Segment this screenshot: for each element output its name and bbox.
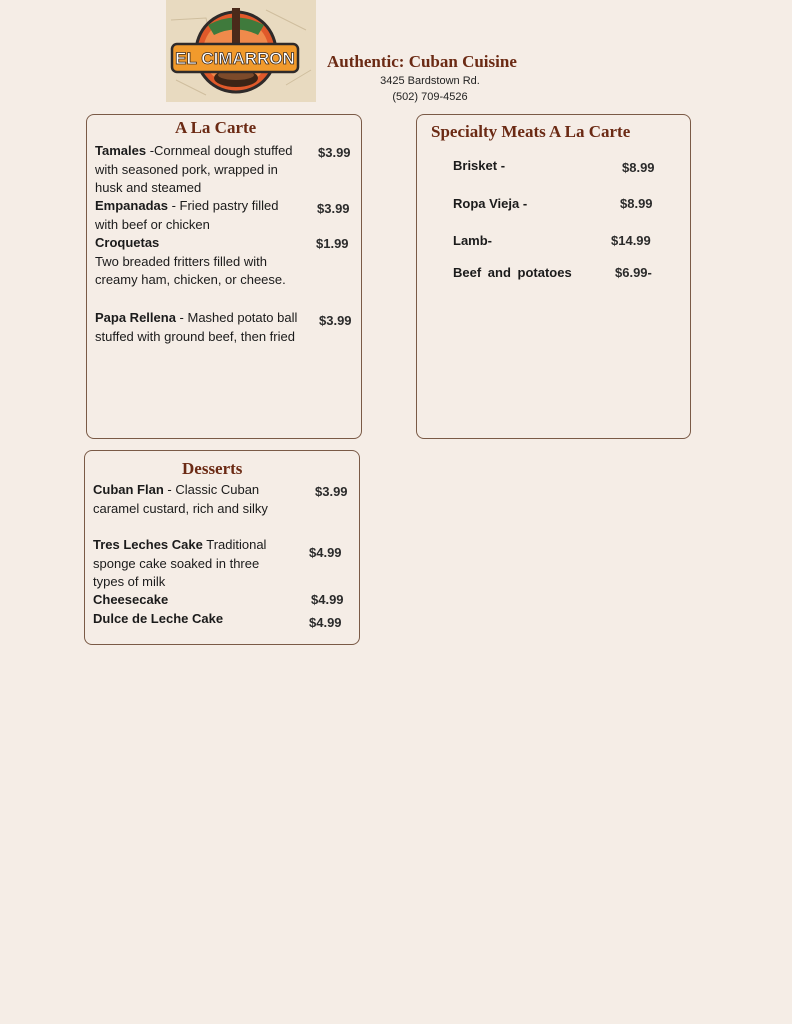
- price-brisket: $8.99: [622, 160, 655, 175]
- a-la-carte-title: A La Carte: [175, 118, 257, 137]
- item-name: Papa Rellena: [95, 310, 176, 325]
- item-description: Traditional sponge cake soaked in three types of milk: [93, 537, 267, 589]
- meat-item-brisket: Brisket -: [453, 158, 506, 173]
- dessert-item-tres-leches-cake: [93, 536, 288, 592]
- menu-item-croquetas: [95, 234, 300, 290]
- price-dulce-de-leche-cake: $4.99: [309, 615, 342, 630]
- price-cheesecake: $4.99: [311, 592, 344, 607]
- tagline: Authentic: Cuban Cuisine: [327, 52, 517, 71]
- logo-text: EL CIMARRON: [175, 49, 295, 68]
- price-tres-leches-cake: $4.99: [309, 545, 342, 560]
- item-name: Cuban Flan: [93, 482, 164, 497]
- desserts-title: Desserts: [182, 459, 243, 478]
- item-name: Empanadas: [95, 198, 168, 213]
- item-name: Cheesecake: [93, 592, 169, 607]
- dessert-item-cuban-flan: [93, 481, 293, 518]
- restaurant-logo: [166, 0, 316, 102]
- item-description: Two breaded fritters filled with creamy ham, chicken, or cheese.: [95, 253, 286, 287]
- dessert-item-cheesecake: [93, 591, 298, 610]
- address: 3425 Bardstown Rd.: [380, 75, 480, 87]
- item-description: - Classic Cuban caramel custard, rich and silky: [93, 482, 268, 516]
- price-cuban-flan: $3.99: [315, 484, 348, 499]
- dessert-item-dulce-de-leche-cake: [93, 610, 298, 629]
- price-empanadas: $3.99: [317, 201, 350, 216]
- item-name: Croquetas: [95, 235, 160, 250]
- menu-item-tamales: [95, 142, 300, 198]
- item-name: Dulce de Leche Cake: [93, 611, 224, 626]
- price-croquetas: $1.99: [316, 236, 349, 251]
- price-tamales: $3.99: [318, 145, 351, 160]
- price-beef-and-potatoes: $6.99-: [615, 265, 652, 280]
- price-lamb: $14.99: [611, 233, 651, 248]
- meat-item-lamb: Lamb-: [453, 233, 492, 248]
- item-description: - Fried pastry filled with beef or chicken: [95, 198, 279, 232]
- phone-number: (502) 709-4526: [392, 91, 468, 103]
- menu-item-papa-rellena: [95, 309, 300, 346]
- item-name: Tamales: [95, 143, 147, 158]
- meat-item-ropa-vieja: Ropa Vieja -: [453, 196, 528, 211]
- meat-item-beef-and-potatoes: Beef and potatoes: [453, 265, 572, 280]
- menu-item-empanadas: [95, 197, 300, 234]
- specialty-meats-title: Specialty Meats A La Carte: [431, 122, 631, 141]
- logo-graphic: [166, 0, 316, 102]
- price-ropa-vieja: $8.99: [620, 196, 653, 211]
- item-name: Tres Leches Cake: [93, 537, 203, 552]
- price-papa-rellena: $3.99: [319, 313, 352, 328]
- item-description: - Mashed potato ball stuffed with ground beef, then fried: [95, 310, 298, 344]
- item-description: -Cornmeal dough stuffed with seasoned pork, wrapped in husk and steamed: [95, 143, 293, 195]
